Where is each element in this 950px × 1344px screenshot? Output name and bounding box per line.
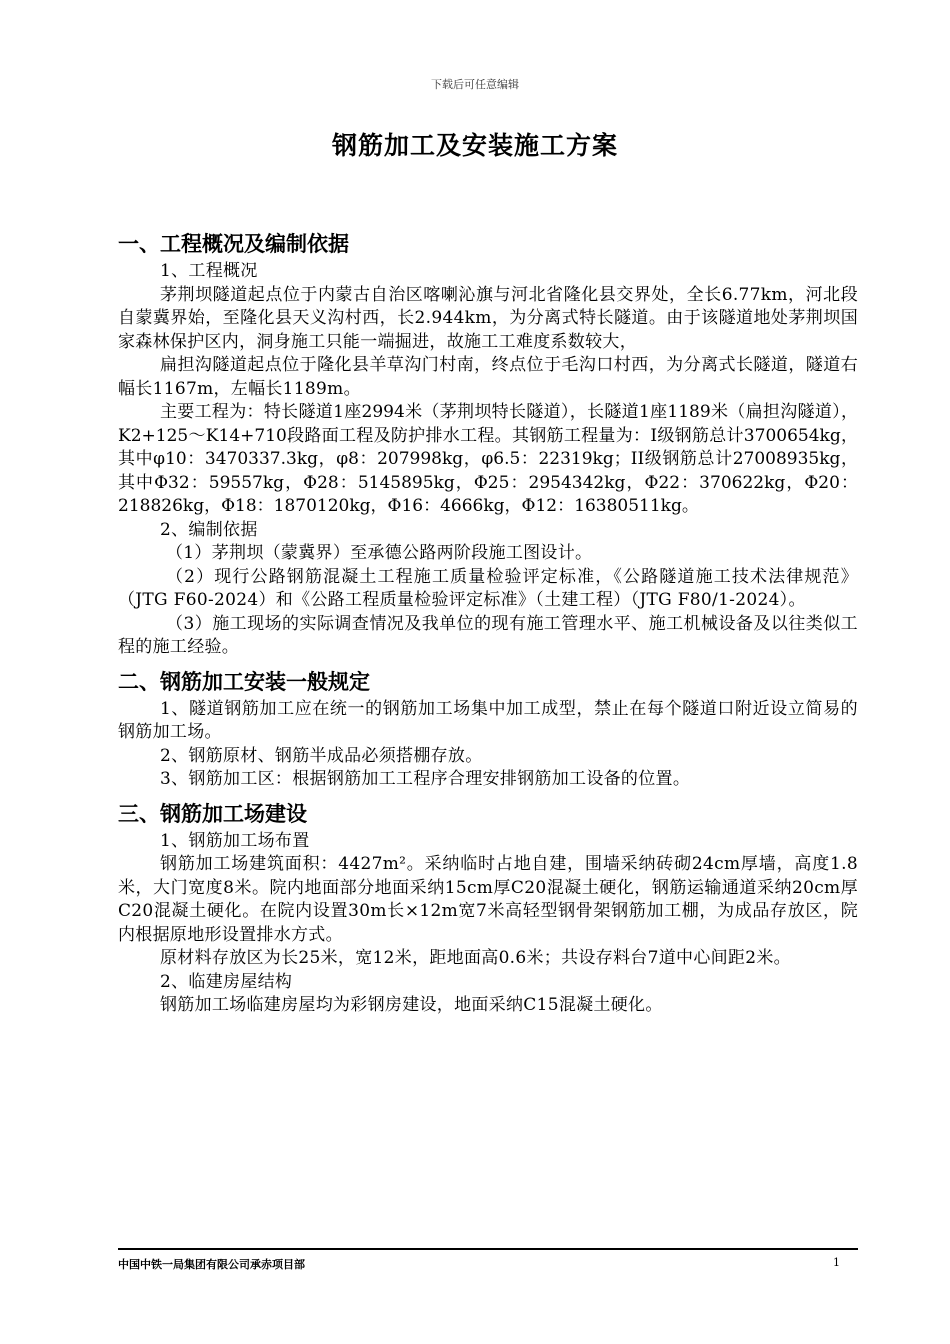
paragraph: 茅荆坝隧道起点位于内蒙古自治区喀喇沁旗与河北省隆化县交界处，全长6.77km，河北段自蒙冀界始，至隆化县天义沟村西，长2.944km，为分离式特长隧道。由于该隧道地处茅荆坝国家森林保护区内，洞身施工只能一端掘进，故施工工难度系数较大， <box>118 284 858 352</box>
paragraph: 1、隧道钢筋加工应在统一的钢筋加工场集中加工成型，禁止在每个隧道口附近设立简易的钢筋加工场。 <box>118 698 858 742</box>
subheading-temporary-buildings: 2、临建房屋结构 <box>160 971 293 992</box>
document-title: 钢筋加工及安装施工方案 <box>331 131 618 160</box>
subheading-site-layout: 1、钢筋加工场布置 <box>160 830 310 851</box>
paragraph: 原材料存放区为长25米，宽12米，距地面高0.6米；共设存料台7道中心间距2米。 <box>160 948 791 968</box>
paragraph: 3、钢筋加工区：根据钢筋加工工程序合理安排钢筋加工设备的位置。 <box>160 769 691 789</box>
section-heading-3: 三、钢筋加工场建设 <box>118 801 307 826</box>
footer-rule <box>118 1248 858 1250</box>
header-note: 下载后可任意编辑 <box>431 78 519 91</box>
paragraph: 主要工程为：特长隧道1座2994米（茅荆坝特长隧道），长隧道1座1189米（扁担沟隧道），K2+125～K14+710段路面工程及防护排水工程。其钢筋工程量为：I级钢筋总计3700654kg，其中φ10：3470337.3kg，φ8：207998kg，φ6.5：22319kg；II级钢筋总计27008935kg，其中Φ32：59557kg，Φ28：5145895kg，Φ25：2954342kg，Φ22：370622kg，Φ20：218826kg，Φ18：1870120kg，Φ16：4666kg，Φ12：16380511kg。 <box>118 402 858 516</box>
paragraph: 钢筋加工场临建房屋均为彩钢房建设，地面采纳C15混凝土硬化。 <box>160 995 663 1015</box>
page-number: 1 <box>833 1256 840 1269</box>
subheading-basis: 2、编制依据 <box>160 519 258 540</box>
paragraph: （2）现行公路钢筋混凝土工程施工质量检验评定标准，《公路隧道施工技术法律规范》（JTG F60-2024）和《公路工程质量检验评定标准》（土建工程）（JTG F80/1-2024）。 <box>118 566 858 610</box>
document-body <box>118 228 858 1018</box>
paragraph: （1）茅荆坝（蒙冀界）至承德公路两阶段施工图设计。 <box>166 543 593 563</box>
paragraph: 2、钢筋原材、钢筋半成品必须搭棚存放。 <box>160 745 483 766</box>
paragraph: 钢筋加工场建筑面积：4427m²。采纳临时占地自建，围墙采纳砖砌24cm厚墙，高度1.8米，大门宽度8米。院内地面部分地面采纳15cm厚C20混凝土硬化，钢筋运输通道采纳20cm厚C20混凝土硬化。在院内设置30m长×12m宽7米高轻型钢骨架钢筋加工棚，为成品存放区，院内根据原地形设置排水方式。 <box>118 854 858 945</box>
section-heading-1: 一、工程概况及编制依据 <box>118 232 349 256</box>
section-heading-2: 二、钢筋加工安装一般规定 <box>118 669 370 694</box>
subheading-project-overview: 1、工程概况 <box>160 261 258 281</box>
footer-company: 中国中铁一局集团有限公司承赤项目部 <box>118 1258 305 1271</box>
paragraph: 扁担沟隧道起点位于隆化县羊草沟门村南，终点位于毛沟口村西，为分离式长隧道，隧道右幅长1167m，左幅长1189m。 <box>118 355 858 399</box>
paragraph: （3）施工现场的实际调查情况及我单位的现有施工管理水平、施工机械设备及以往类似工程的施工经验。 <box>118 613 858 657</box>
